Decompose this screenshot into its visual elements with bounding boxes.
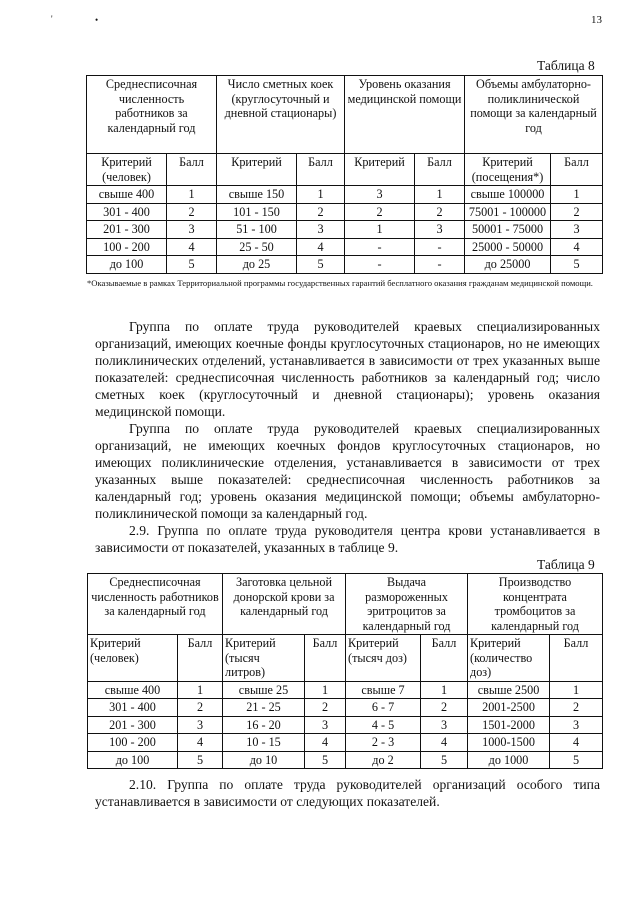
table-cell: 1000-1500 — [468, 734, 550, 752]
table-cell: 75001 - 100000 — [465, 203, 551, 221]
table-cell: 5 — [550, 751, 603, 769]
table-cell: 5 — [167, 256, 217, 274]
table-cell: 4 — [305, 734, 346, 752]
table-cell: 301 - 400 — [87, 203, 167, 221]
table8 — [86, 75, 603, 274]
table-cell: до 100 — [87, 256, 167, 274]
table-cell: свыше 150 — [217, 186, 297, 204]
table-cell: 2 — [550, 699, 603, 717]
table8-subheader: Критерий — [345, 154, 415, 186]
table-cell: 201 - 300 — [88, 716, 178, 734]
table-cell: 4 — [550, 734, 603, 752]
paragraph: 2.9. Группа по оплате труда руководителя центра крови устанавливается в зависимости от показателей, указанных в таблице 9. — [95, 523, 600, 555]
scan-mark: • — [95, 15, 99, 25]
table-cell: 1 — [415, 186, 465, 204]
table-cell: 3 — [421, 716, 468, 734]
table8-subheader-row — [87, 154, 603, 186]
table-cell: 1 — [178, 681, 223, 699]
table-row — [88, 716, 603, 734]
table-cell: 1 — [305, 681, 346, 699]
paragraph: Группа по оплате труда руководителей краевых специализированных организаций, не имеющих коечных фондов круглосуточных стационаров, но имеющих поликлинические отделения, устанавливается в зависимости от трех указанных выше показателей: среднесписочная численность работников за календарный год; уровень оказания медицинской помощи; объемы амбулаторно-поликлинической помощи за календарный год. — [95, 421, 600, 521]
table-cell: до 1000 — [468, 751, 550, 769]
table9-subheader: Балл — [421, 635, 468, 682]
table-cell: свыше 100000 — [465, 186, 551, 204]
table-cell: 21 - 25 — [223, 699, 305, 717]
table-cell: - — [345, 238, 415, 256]
table8-subheader: Критерий — [217, 154, 297, 186]
table-cell: свыше 400 — [87, 186, 167, 204]
table9-subheader: Критерий (тысяч доз) — [346, 635, 421, 682]
table-cell: до 2 — [346, 751, 421, 769]
table9-subheader: Балл — [305, 635, 346, 682]
table8-header: Уровень оказания медицинской помощи — [345, 76, 465, 154]
table8-header: Число сметных коек (круглосуточный и дневной стационары) — [217, 76, 345, 154]
table9 — [87, 573, 603, 769]
table-row — [88, 751, 603, 769]
table-cell: 4 — [297, 238, 345, 256]
table8-footnote: *Оказываемые в рамках Территориальной программы государственных гарантий бесплатного оказания гражданам медицинской помощи. — [87, 278, 593, 288]
table-cell: 2 — [167, 203, 217, 221]
table-cell: - — [415, 256, 465, 274]
table8-subheader: Критерий (человек) — [87, 154, 167, 186]
table9-header: Производство концентрата тромбоцитов за календарный год — [468, 574, 603, 635]
table-cell: 3 — [305, 716, 346, 734]
table9-header-row — [88, 574, 603, 635]
table-cell: 4 — [421, 734, 468, 752]
table-row — [87, 238, 603, 256]
table-cell: до 25000 — [465, 256, 551, 274]
table9-subheader: Балл — [550, 635, 603, 682]
table-cell: до 25 — [217, 256, 297, 274]
table8-subheader: Балл — [297, 154, 345, 186]
table9-subheader-row — [88, 635, 603, 682]
table-cell: 1 — [551, 186, 603, 204]
table-cell: 4 — [551, 238, 603, 256]
table-row — [87, 186, 603, 204]
table-cell: 2 — [421, 699, 468, 717]
table-cell: 1501-2000 — [468, 716, 550, 734]
table-row — [87, 221, 603, 239]
table-row — [88, 734, 603, 752]
table-cell: 101 - 150 — [217, 203, 297, 221]
table9-caption: Таблица 9 — [537, 557, 595, 572]
table8-subheader: Балл — [415, 154, 465, 186]
table-cell: 100 - 200 — [88, 734, 178, 752]
table-cell: свыше 2500 — [468, 681, 550, 699]
paragraph: Группа по оплате труда руководителей краевых специализированных организаций, имеющих коечные фонды круглосуточных стационаров, но не имеющих поликлинических отделений, устанавливается в зависимости от трех указанных выше показателей: среднесписочная численность работников за календарный год; число сметных коек (круглосуточный и дневной стационары); уровень оказания медицинской помощи. — [95, 319, 600, 419]
table-row — [88, 681, 603, 699]
table-cell: 3 — [550, 716, 603, 734]
table-cell: свыше 7 — [346, 681, 421, 699]
table-cell: 1 — [421, 681, 468, 699]
table-cell: 2 — [345, 203, 415, 221]
table-cell: 5 — [421, 751, 468, 769]
table-cell: 100 - 200 — [87, 238, 167, 256]
table-cell: 5 — [305, 751, 346, 769]
table8-subheader: Балл — [551, 154, 603, 186]
table8-header-row — [87, 76, 603, 154]
table8-subheader: Балл — [167, 154, 217, 186]
table-cell: 2001-2500 — [468, 699, 550, 717]
table-cell: 1 — [550, 681, 603, 699]
table9-subheader: Критерий (человек) — [88, 635, 178, 682]
table-cell: 5 — [178, 751, 223, 769]
table-cell: 3 — [345, 186, 415, 204]
table9-subheader: Критерий (количество доз) — [468, 635, 550, 682]
table-cell: 16 - 20 — [223, 716, 305, 734]
table-cell: 3 — [167, 221, 217, 239]
table8-header: Объемы амбулаторно-поликлинической помощи за календарный год — [465, 76, 603, 154]
page-number: 13 — [591, 14, 602, 26]
table8-header: Среднесписочная численность работников за календарный год — [87, 76, 217, 154]
scan-mark: ' — [51, 14, 53, 24]
table9-subheader: Критерий (тысяч литров) — [223, 635, 305, 682]
table-cell: 2 — [551, 203, 603, 221]
table-cell: 4 — [178, 734, 223, 752]
table-cell: 2 — [415, 203, 465, 221]
table9-header: Заготовка цельной донорской крови за календарный год — [223, 574, 346, 635]
table-cell: 5 — [551, 256, 603, 274]
table-cell: 2 — [305, 699, 346, 717]
table-cell: 6 - 7 — [346, 699, 421, 717]
table-cell: 1 — [297, 186, 345, 204]
table9-header: Среднесписочная численность работников за календарный год — [88, 574, 223, 635]
table-cell: 5 — [297, 256, 345, 274]
table-cell: свыше 400 — [88, 681, 178, 699]
table8-caption: Таблица 8 — [537, 58, 595, 73]
table-cell: 3 — [415, 221, 465, 239]
table-cell: - — [415, 238, 465, 256]
table-cell: 2 — [178, 699, 223, 717]
table-cell: 25 - 50 — [217, 238, 297, 256]
table-row — [88, 699, 603, 717]
table-cell: 301 - 400 — [88, 699, 178, 717]
table-cell: 4 - 5 — [346, 716, 421, 734]
table9-header: Выдача размороженных эритроцитов за календарный год — [346, 574, 468, 635]
table-cell: 3 — [297, 221, 345, 239]
table-cell: до 100 — [88, 751, 178, 769]
table-cell: 25000 - 50000 — [465, 238, 551, 256]
table-cell: свыше 25 — [223, 681, 305, 699]
table-cell: 3 — [178, 716, 223, 734]
table-cell: 1 — [345, 221, 415, 239]
table-cell: до 10 — [223, 751, 305, 769]
table-cell: 50001 - 75000 — [465, 221, 551, 239]
table-cell: 4 — [167, 238, 217, 256]
table-cell: 51 - 100 — [217, 221, 297, 239]
table8-subheader: Критерий (посещения*) — [465, 154, 551, 186]
table-cell: - — [345, 256, 415, 274]
table-cell: 201 - 300 — [87, 221, 167, 239]
table-cell: 1 — [167, 186, 217, 204]
table-row — [87, 203, 603, 221]
paragraph: 2.10. Группа по оплате труда руководителей организаций особого типа устанавливается в зависимости от следующих показателей. — [95, 777, 600, 809]
table-cell: 2 - 3 — [346, 734, 421, 752]
table-row — [87, 256, 603, 274]
table-cell: 2 — [297, 203, 345, 221]
table9-subheader: Балл — [178, 635, 223, 682]
table-cell: 3 — [551, 221, 603, 239]
table-cell: 10 - 15 — [223, 734, 305, 752]
